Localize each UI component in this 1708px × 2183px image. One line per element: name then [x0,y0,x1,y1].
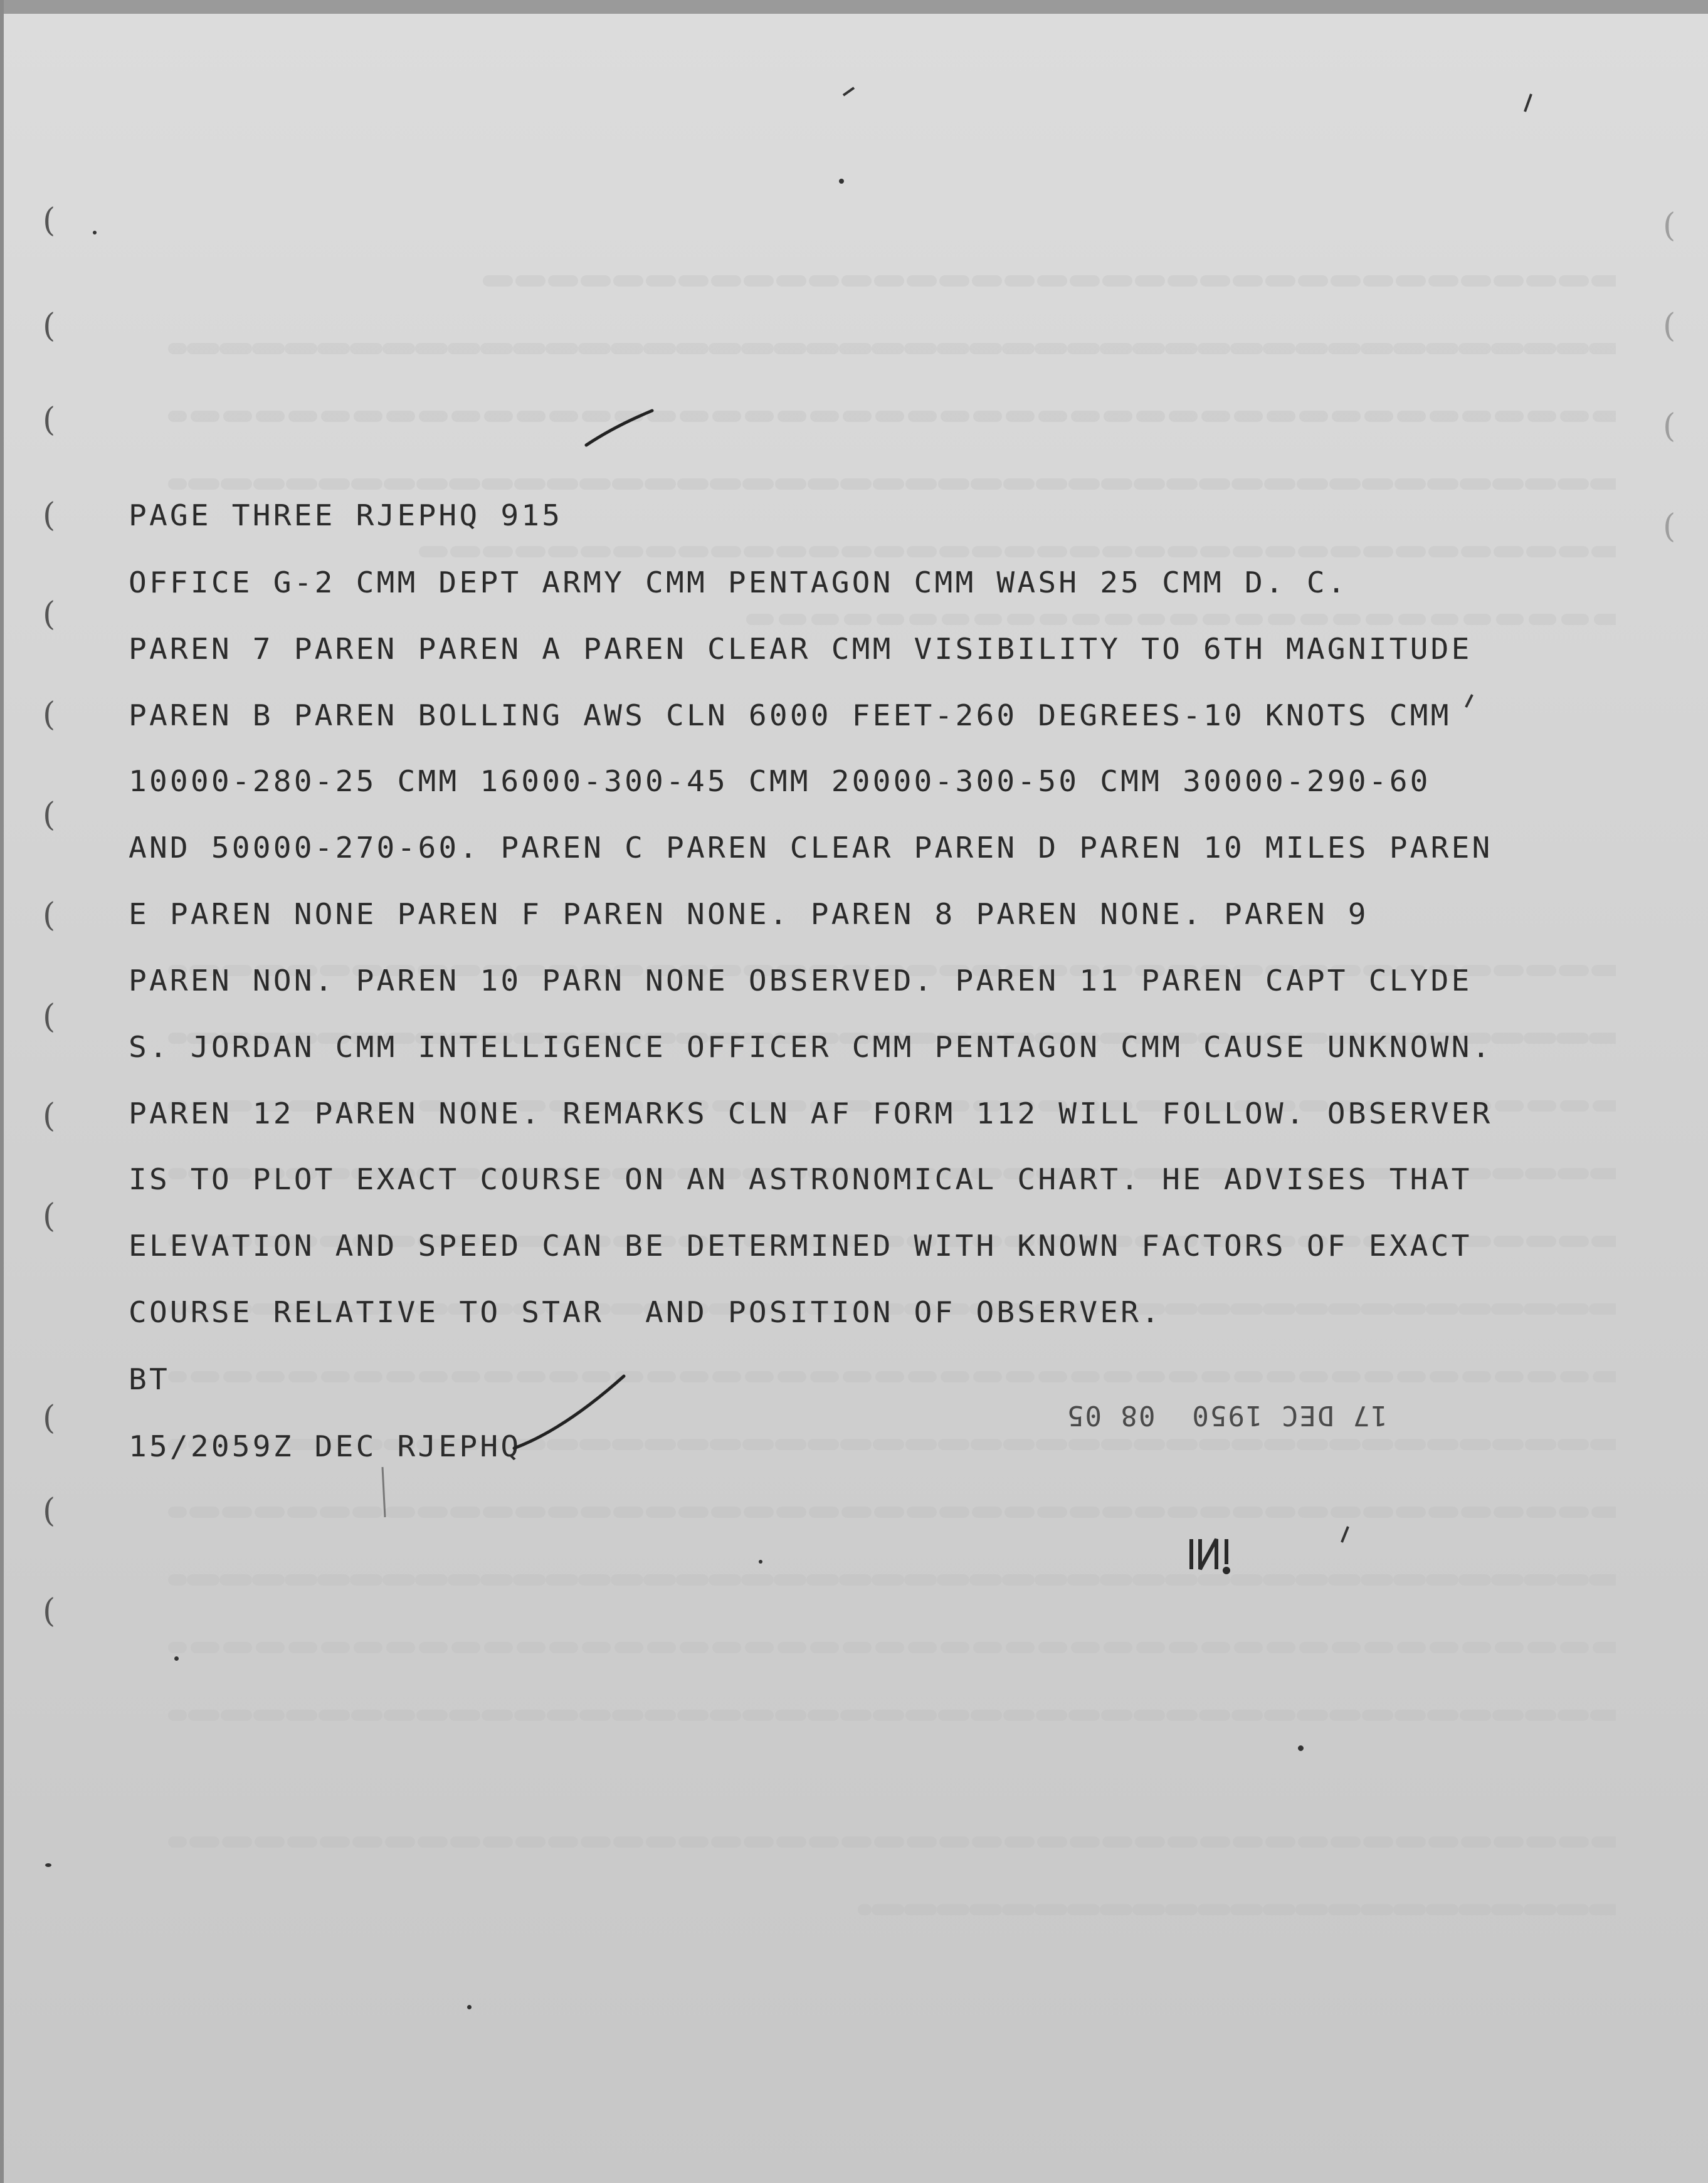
text-line: PAREN 7 PAREN PAREN A PAREN CLEAR CMM VISIBILITY TO 6TH MAGNITUDE [129,632,1472,666]
pen-tick-mark [1342,1527,1348,1542]
pen-tick-mark [1466,695,1472,707]
left-margin-mark: ( [43,1399,56,1437]
initials-mark [1191,1539,1228,1572]
left-margin-mark: ( [43,596,56,633]
text-line: PAREN 12 PAREN NONE. REMARKS CLN AF FORM 112 WILL FOLLOW. OBSERVER [129,1097,1493,1130]
left-margin-mark: ( [43,202,56,239]
text-line: BT [129,1362,170,1396]
left-margin-mark: ( [43,696,56,734]
right-margin-mark: ( [1663,408,1676,445]
dust-speck [1298,1745,1304,1751]
left-margin-mark: ( [43,1097,56,1135]
left-margin-mark: ( [43,1592,56,1630]
left-margin-mark: ( [43,796,56,834]
text-line: 10000-280-25 CMM 16000-300-45 CMM 20000-300-50 CMM 30000-290-60 [129,764,1431,798]
right-margin-mark: ( [1663,508,1676,545]
dust-speck [45,1863,51,1867]
text-line: PAGE THREE RJEPHQ 915 [129,498,563,532]
dust-speck [839,179,844,184]
left-margin-mark: ( [43,401,56,439]
dust-speck [467,2005,472,2009]
left-margin-mark: ( [43,1197,56,1235]
dust-speck [174,1656,179,1661]
pen-tick-mark [1525,94,1531,112]
right-margin-mark: ( [1663,307,1676,345]
text-line: PAREN NON. PAREN 10 PARN NONE OBSERVED. PAREN 11 PAREN CAPT CLYDE [129,964,1472,997]
pen-slash-mark [514,1376,624,1448]
dust-speck [759,1560,762,1564]
text-line: IS TO PLOT EXACT COURSE ON AN ASTRONOMICAL CHART. HE ADVISES THAT [129,1162,1472,1196]
pen-tick-mark [382,1467,385,1517]
pen-slash-mark [586,411,652,445]
text-line: E PAREN NONE PAREN F PAREN NONE. PAREN 8 PAREN NONE. PAREN 9 [129,897,1369,931]
text-line: S. JORDAN CMM INTELLIGENCE OFFICER CMM PENTAGON CMM CAUSE UNKNOWN. [129,1030,1493,1064]
text-line: OFFICE G-2 CMM DEPT ARMY CMM PENTAGON CMM WASH 25 CMM D. C. [129,565,1348,599]
text-line: ELEVATION AND SPEED CAN BE DETERMINED WITH KNOWN FACTORS OF EXACT [129,1229,1472,1263]
dust-speck [93,231,97,234]
left-margin-mark: ( [43,998,56,1036]
left-margin-mark: ( [43,307,56,345]
date-time-stamp: 17 DEC 1950 08 05 [1066,1399,1388,1431]
text-line: 15/2059Z DEC RJEPHQ [129,1429,522,1463]
right-margin-mark: ( [1663,207,1676,245]
left-margin-mark: ( [43,1492,56,1530]
left-margin-mark: ( [43,497,56,534]
left-margin-mark: ( [43,897,56,934]
text-line: COURSE RELATIVE TO STAR AND POSITION OF OBSERVER. [129,1295,1162,1329]
text-line: PAREN B PAREN BOLLING AWS CLN 6000 FEET-260 DEGREES-10 KNOTS CMM [129,698,1452,732]
text-line: AND 50000-270-60. PAREN C PAREN CLEAR PAREN D PAREN 10 MILES PAREN [129,831,1493,865]
pen-tick-mark [843,88,854,95]
